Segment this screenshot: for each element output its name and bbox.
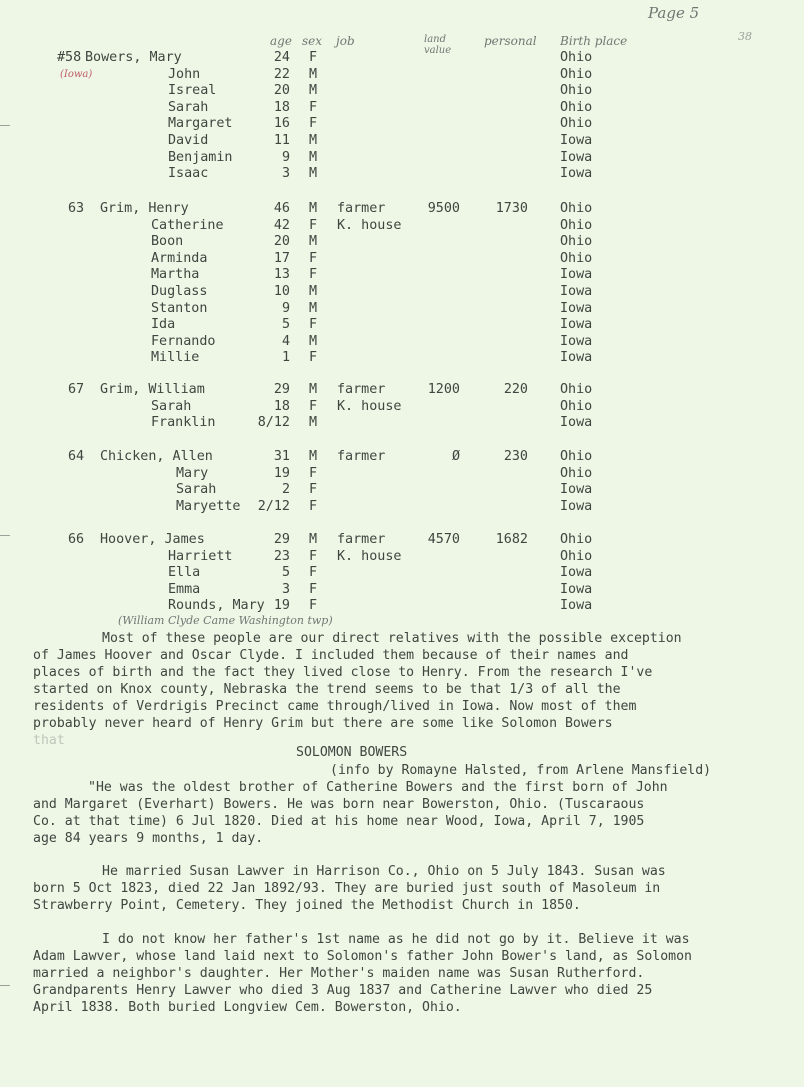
person-sex: M: [309, 382, 318, 397]
birthplace: Ohio: [560, 465, 593, 481]
section-source: (info by Romayne Halsted, from Arlene Mansfield): [330, 763, 712, 778]
person-age: 18: [273, 398, 290, 414]
person-age: 31: [273, 449, 290, 464]
person-sex: M: [309, 284, 318, 299]
person-sex: M: [309, 149, 318, 165]
birthplace: Iowa: [560, 415, 593, 431]
census-row: [0, 399, 700, 416]
paragraph-line: Co. at that time) 6 Jul 1820. Died at his home near Wood, Iowa, April 7, 1905: [33, 814, 645, 829]
census-row: [0, 334, 700, 351]
intro-line: Most of these people are our direct relatives with the possible exception: [102, 631, 682, 646]
household-number: #58: [57, 50, 82, 65]
person-name: Stanton: [151, 300, 208, 316]
margin-mark: [0, 535, 10, 536]
paragraph-line: Strawberry Point, Cemetery. They joined the Methodist Church in 1850.: [33, 898, 581, 913]
person-age: 19: [273, 465, 290, 481]
birthplace: Ohio: [560, 116, 593, 132]
person-age: 2: [281, 482, 290, 498]
land-value: Ø: [451, 449, 460, 464]
col-header-birthplace: Birth place: [560, 34, 628, 48]
birthplace: Ohio: [560, 217, 593, 233]
birthplace: Iowa: [560, 300, 593, 316]
person-name: Fernando: [151, 333, 216, 349]
person-name: Bowers, Mary: [85, 50, 182, 65]
person-name: Grim, Henry: [100, 201, 189, 216]
person-sex: F: [309, 548, 318, 564]
person-name: Hoover, James: [100, 532, 205, 547]
birthplace: Iowa: [560, 350, 593, 366]
census-row: [0, 83, 700, 100]
person-occupation: farmer: [337, 201, 386, 216]
iowa-note: (Iowa): [60, 69, 93, 80]
person-name: Margaret: [168, 116, 233, 132]
person-sex: F: [309, 99, 318, 115]
census-row: [0, 382, 700, 399]
birthplace: Iowa: [560, 598, 593, 614]
person-name: Isreal: [168, 83, 217, 99]
birthplace: Iowa: [560, 133, 593, 148]
person-name: Isaac: [168, 166, 209, 182]
census-row: [0, 150, 700, 167]
person-sex: F: [309, 250, 318, 266]
census-row: [0, 251, 700, 268]
census-row: [0, 415, 700, 432]
person-sex: M: [309, 166, 318, 182]
land-value: 1200: [427, 382, 460, 397]
person-name: Mary: [176, 465, 209, 481]
birthplace: Ohio: [560, 398, 593, 414]
paragraph-line: He married Susan Lawver in Harrison Co., Ohio on 5 July 1843. Susan was: [102, 864, 666, 879]
person-age: 1: [281, 350, 290, 366]
person-name: David: [168, 133, 209, 148]
census-row: [0, 284, 700, 301]
intro-line: that: [33, 733, 65, 748]
person-occupation: farmer: [337, 532, 386, 547]
census-row: [0, 482, 700, 499]
birthplace: Iowa: [560, 333, 593, 349]
person-sex: F: [309, 565, 318, 581]
page-number: 38: [738, 30, 752, 43]
person-age: 10: [273, 284, 290, 299]
margin-mark: [0, 985, 10, 986]
person-sex: F: [309, 398, 318, 414]
paragraph-line: April 1838. Both buried Longview Cem. Bowerston, Ohio.: [33, 1000, 462, 1015]
paragraph-line: born 5 Oct 1823, died 22 Jan 1892/93. They are buried just south of Masoleum in: [33, 881, 661, 896]
birthplace: Iowa: [560, 267, 593, 283]
census-row: [0, 67, 700, 84]
census-row: [0, 499, 700, 516]
person-age: 16: [273, 116, 290, 132]
census-row: [0, 317, 700, 334]
intro-line: places of birth and the fact they lived close to Henry. From the research I've: [33, 665, 653, 680]
person-occupation: K. house: [337, 398, 402, 414]
person-sex: F: [309, 581, 318, 597]
person-sex: F: [309, 598, 318, 614]
margin-mark: [0, 125, 10, 126]
person-sex: M: [309, 449, 318, 464]
birthplace: Iowa: [560, 166, 593, 182]
birthplace: Iowa: [560, 498, 593, 514]
birthplace: Ohio: [560, 234, 593, 250]
person-name: Sarah: [168, 99, 209, 115]
person-age: 20: [273, 83, 290, 99]
household-number: 66: [68, 532, 85, 547]
person-age: 9: [281, 149, 290, 165]
person-age: 13: [273, 267, 290, 283]
person-age: 8/12: [257, 415, 290, 431]
census-row: [0, 532, 700, 549]
person-name: John: [168, 66, 201, 82]
person-sex: M: [309, 201, 318, 216]
person-name: Martha: [151, 267, 200, 283]
person-sex: M: [309, 333, 318, 349]
personal-value: 1730: [495, 201, 528, 216]
birthplace: Ohio: [560, 50, 593, 65]
person-sex: M: [309, 415, 318, 431]
person-age: 9: [281, 300, 290, 316]
person-sex: F: [309, 116, 318, 132]
census-row: [0, 582, 700, 599]
paragraph-line: Adam Lawver, whose land laid next to Solomon's father John Bower's land, as Solomon: [33, 949, 692, 964]
person-age: 46: [273, 201, 290, 216]
census-row: [0, 133, 700, 150]
census-row: [0, 449, 700, 466]
person-name: Grim, William: [100, 382, 205, 397]
person-age: 22: [273, 66, 290, 82]
person-name: Emma: [168, 581, 201, 597]
person-sex: F: [309, 482, 318, 498]
census-row: [0, 466, 700, 483]
person-age: 3: [281, 581, 290, 597]
person-age: 20: [273, 234, 290, 250]
birthplace: Ohio: [560, 66, 593, 82]
person-sex: F: [309, 267, 318, 283]
person-sex: F: [309, 217, 318, 233]
col-header-land: land value: [424, 34, 452, 56]
person-sex: M: [309, 532, 318, 547]
paragraph-line: "He was the oldest brother of Catherine Bowers and the first born of John: [88, 780, 668, 795]
paragraph-line: married a neighbor's daughter. Her Mother's maiden name was Susan Rutherford.: [33, 966, 645, 981]
birthplace: Iowa: [560, 284, 593, 299]
household-number: 67: [68, 382, 85, 397]
paragraph-line: I do not know her father's 1st name as he did not go by it. Believe it was: [102, 932, 690, 947]
census-row: [0, 234, 700, 251]
person-occupation: farmer: [337, 382, 386, 397]
person-name: Ella: [168, 565, 201, 581]
person-sex: F: [309, 317, 318, 333]
census-row: [0, 50, 700, 67]
census-row: [0, 116, 700, 133]
census-row: [0, 549, 700, 566]
land-value: 4570: [427, 532, 460, 547]
birthplace: Iowa: [560, 317, 593, 333]
person-sex: M: [309, 300, 318, 316]
census-row: [0, 598, 700, 615]
personal-value: 230: [503, 449, 528, 464]
person-name: Catherine: [151, 217, 224, 233]
person-name: Ida: [151, 317, 176, 333]
rounds-note: (William Clyde Came Washington twp): [118, 614, 333, 627]
census-row: [0, 100, 700, 117]
person-age: 19: [273, 598, 290, 614]
intro-line: probably never heard of Henry Grim but there are some like Solomon Bowers: [33, 716, 613, 731]
census-row: [0, 267, 700, 284]
birthplace: Ohio: [560, 548, 593, 564]
person-age: 5: [281, 317, 290, 333]
person-sex: F: [309, 465, 318, 481]
census-row: [0, 201, 700, 218]
person-name: Rounds, Mary: [168, 598, 265, 614]
intro-line: of James Hoover and Oscar Clyde. I included them because of their names and: [33, 648, 629, 663]
person-name: Boon: [151, 234, 184, 250]
person-sex: M: [309, 133, 318, 148]
person-age: 29: [273, 382, 290, 397]
person-name: Duglass: [151, 284, 208, 299]
person-age: 23: [273, 548, 290, 564]
birthplace: Ohio: [560, 532, 593, 547]
birthplace: Iowa: [560, 581, 593, 597]
census-row: [0, 350, 700, 367]
person-name: Franklin: [151, 415, 216, 431]
birthplace: Iowa: [560, 482, 593, 498]
paragraph-line: age 84 years 9 months, 1 day.: [33, 831, 264, 846]
person-name: Sarah: [151, 398, 192, 414]
birthplace: Ohio: [560, 83, 593, 99]
intro-line: residents of Verdrigis Precinct came through/lived in Iowa. Now most of them: [33, 699, 637, 714]
person-name: Chicken, Allen: [100, 449, 213, 464]
person-name: Sarah: [176, 482, 217, 498]
birthplace: Ohio: [560, 382, 593, 397]
census-row: [0, 166, 700, 183]
household-number: 63: [68, 201, 85, 216]
person-age: 24: [273, 50, 290, 65]
person-occupation: farmer: [337, 449, 386, 464]
person-sex: F: [309, 50, 318, 65]
person-age: 42: [273, 217, 290, 233]
person-name: Benjamin: [168, 149, 233, 165]
col-header-age: age: [270, 34, 292, 48]
person-age: 2/12: [257, 498, 290, 514]
birthplace: Iowa: [560, 149, 593, 165]
section-title: SOLOMON BOWERS: [296, 745, 408, 760]
census-row: [0, 218, 700, 235]
person-sex: F: [309, 498, 318, 514]
personal-value: 220: [503, 382, 528, 397]
person-age: 11: [273, 133, 290, 148]
person-age: 4: [281, 333, 290, 349]
person-sex: M: [309, 83, 318, 99]
census-row: [0, 301, 700, 318]
person-occupation: K. house: [337, 548, 402, 564]
birthplace: Iowa: [560, 565, 593, 581]
person-age: 5: [281, 565, 290, 581]
birthplace: Ohio: [560, 201, 593, 216]
personal-value: 1682: [495, 532, 528, 547]
paragraph-line: and Margaret (Everhart) Bowers. He was born near Bowerston, Ohio. (Tuscaraous: [33, 797, 645, 812]
col-header-job: job: [336, 34, 355, 48]
household-number: 64: [68, 449, 85, 464]
intro-line: started on Knox county, Nebraska the trend seems to be that 1/3 of all the: [33, 682, 621, 697]
person-name: Maryette: [176, 498, 241, 514]
person-occupation: K. house: [337, 217, 402, 233]
person-sex: M: [309, 234, 318, 250]
person-name: Millie: [151, 350, 200, 366]
person-age: 3: [281, 166, 290, 182]
birthplace: Ohio: [560, 250, 593, 266]
person-age: 18: [273, 99, 290, 115]
birthplace: Ohio: [560, 99, 593, 115]
census-row: [0, 565, 700, 582]
birthplace: Ohio: [560, 449, 593, 464]
land-value: 9500: [427, 201, 460, 216]
person-sex: F: [309, 350, 318, 366]
page-label: Page 5: [648, 4, 700, 22]
col-header-sex: sex: [302, 34, 323, 48]
person-age: 17: [273, 250, 290, 266]
person-name: Arminda: [151, 250, 208, 266]
col-header-personal: personal: [484, 34, 537, 48]
person-sex: M: [309, 66, 318, 82]
person-name: Harriett: [168, 548, 233, 564]
paragraph-line: Grandparents Henry Lawver who died 3 Aug 1837 and Catherine Lawver who died 25: [33, 983, 653, 998]
person-age: 29: [273, 532, 290, 547]
